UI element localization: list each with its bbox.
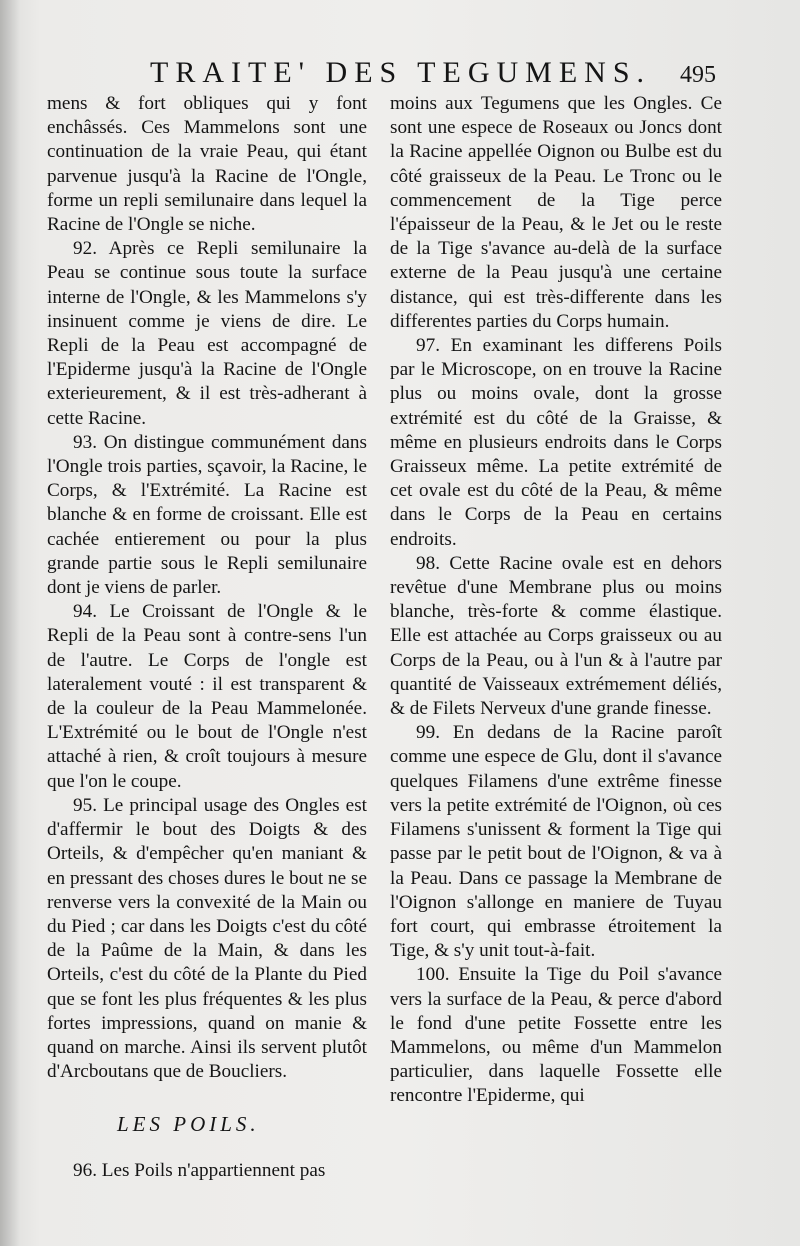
paragraph: 99. En dedans de la Racine paroît comme une espece de Glu, dont il s'avance quelques Filamens d'une extrême finesse vers la petite extrémité de l'Oignon, où ces Filamens s'unissent & forment la Tige qui passe par le petit bout de l'Oignon, & va à la Peau. Dans ce passage la Membrane de l'Oignon s'allonge en maniere de Tuyau fort court, qui embrasse étroitement la Tige, & s'y unit tout-à-fait. [390,722,722,962]
running-title: TRAITE' DES TEGUMENS. [150,56,652,89]
page-number: 495 [680,62,716,88]
right-column [390,92,722,1109]
paragraph: 93. On distingue communément dans l'Ongle trois parties, sçavoir, la Racine, le Corps, & l'Extrémité. La Racine est blanche & en forme de croissant. Elle est cachée entierement ou pour la plus grande partie sous le Repli semilunaire dont je viens de parler. [47,431,367,599]
paragraph: mens & fort obliques qui y font enchâssés. Ces Mammelons sont une continuation de la vraie Peau, qui étant parvenue jusqu'à la Racine de l'Ongle, forme un repli semilunaire dans lequel la Racine de l'Ongle se niche. [47,93,367,236]
paragraph: 97. En examinant les differens Poils par le Microscope, on en trouve la Racine plus ou moins ovale, dont la grosse extrémité est du côté de la Graisse, & même en plusieurs endroits dans le Corps Graisseux même. La petite extrémité de cet ovale est du côté de la Peau, & même dans le Corps de la Peau en certains endroits. [390,335,722,550]
spine-shadow [0,0,20,1246]
section-heading: LES POILS. [117,1112,260,1137]
paragraph: 92. Après ce Repli semilunaire la Peau se continue sous toute la surface interne de l'Ongle, & les Mammelons s'y insinuent comme je viens de dire. Le Repli de la Peau est accompagné de l'Epiderme jusqu'à la Racine de l'Ongle exterieurement, & il est très-adherant à cette Racine. [47,238,367,429]
paragraph: 95. Le principal usage des Ongles est d'affermir le bout des Doigts & des Orteils, & d'empêcher qu'en maniant & en pressant des choses dures le bout ne se renverse vers la convexité de la Main ou du Pied ; car dans les Doigts c'est du côté de la Paûme de la Main, & dans les Orteils, c'est du côté de la Plante du Pied que se font les plus fréquentes & les plus fortes impressions, quand on manie & quand on marche. Ainsi ils servent plutôt d'Arcboutans que de Boucliers. [47,794,367,1083]
left-column [47,92,367,1183]
paragraph: 94. Le Croissant de l'Ongle & le Repli de la Peau sont à contre-sens l'un de l'autre. Le Corps de l'ongle est lateralement vouté : il est transparent & de la couleur de la Peau Mammelonée. L'Extrémité ou le bout de l'Ongle n'est attaché à rien, & croît toujours à mesure que l'on le coupe. [47,601,367,792]
paragraph: moins aux Tegumens que les Ongles. Ce sont une espece de Roseaux ou Joncs dont la Racine appellée Oignon ou Bulbe est du côté graisseux de la Peau. Le Tronc ou le commencement de la Tige perce l'épaisseur de la Peau, & le Jet ou le reste de la Tige s'avance au-delà de la surface externe de la Peau jusqu'à une certaine distance, qui est très-differente dans les differentes parties du Corps humain. [390,93,722,332]
paragraph: 96. Les Poils n'appartiennent pas [73,1159,326,1181]
paragraph: 98. Cette Racine ovale est en dehors revêtue d'une Membrane plus ou moins blanche, très-forte & comme élastique. Elle est attachée au Corps graisseux ou au Corps de la Peau, ou à l'un & à l'autre par quantité de Vaisseaux extrémement déliés, & de Filets Nerveux d'une grande finesse. [390,552,722,720]
paragraph: 100. Ensuite la Tige du Poil s'avance vers la surface de la Peau, & perce d'abord le fond d'une petite Fossette entre les Mammelons, ou même d'un Mammelon particulier, dans laquelle Fossette elle rencontre l'Epiderme, qui [390,964,722,1107]
page-header [0,56,800,96]
